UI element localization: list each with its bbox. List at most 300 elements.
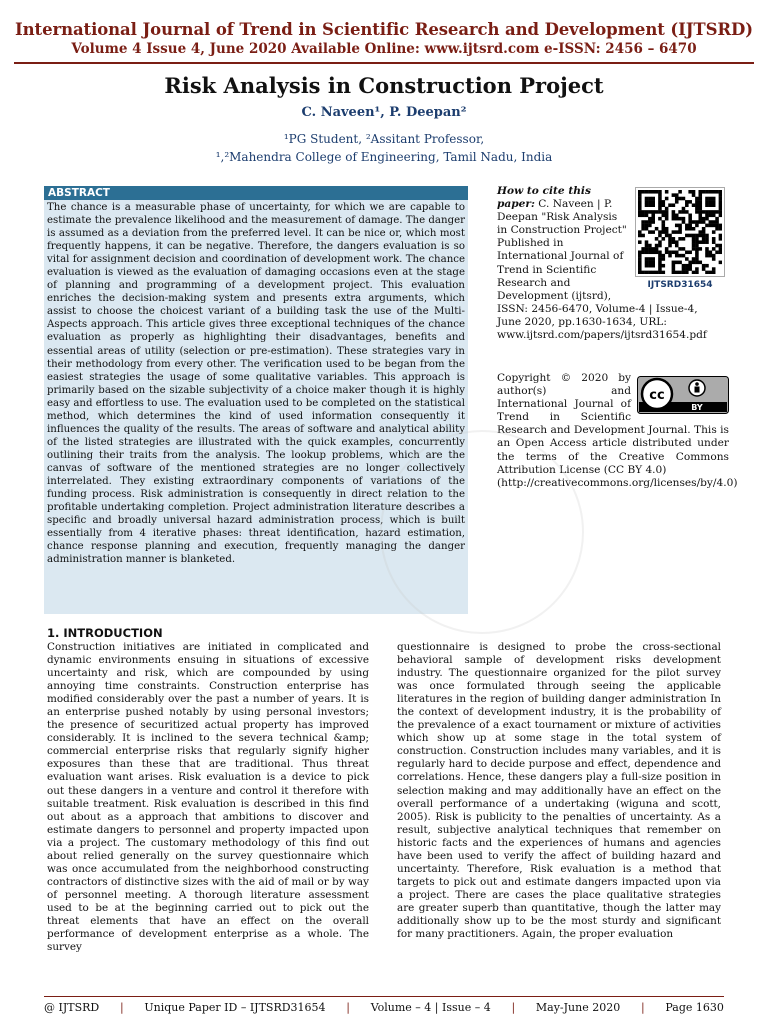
qr-module (645, 200, 649, 204)
qr-module (719, 197, 722, 201)
qr-module (698, 217, 702, 221)
qr-module (705, 250, 709, 254)
qr-module (645, 214, 649, 218)
qr-module (672, 210, 676, 214)
qr-module (698, 203, 702, 207)
qr-module (638, 240, 642, 244)
qr-module (692, 190, 696, 194)
qr-module (698, 214, 702, 218)
qr-module (668, 250, 672, 254)
qr-module (712, 240, 716, 244)
qr-module (648, 220, 652, 224)
qr-module (678, 254, 682, 258)
qr-module (675, 217, 679, 221)
qr-module (662, 257, 666, 261)
qr-module (658, 193, 662, 197)
qr-module (678, 237, 682, 241)
qr-module (658, 217, 662, 221)
qr-module (705, 264, 709, 268)
qr-module (719, 261, 722, 265)
qr-module (641, 234, 645, 238)
qr-module (692, 203, 696, 207)
qr-module (678, 190, 682, 194)
qr-module (678, 247, 682, 251)
qr-module (705, 210, 709, 214)
qr-module (675, 254, 679, 258)
qr-module (672, 240, 676, 244)
qr-module (692, 237, 696, 241)
qr-module (709, 220, 713, 224)
qr-module (698, 210, 702, 214)
qr-module (688, 214, 692, 218)
qr-module (655, 210, 659, 214)
qr-module (695, 197, 699, 201)
qr-module (638, 207, 642, 211)
qr-module (651, 257, 655, 261)
qr-module (645, 197, 649, 201)
qr-module (678, 271, 682, 274)
paper-title: Risk Analysis in Construction Project (164, 73, 604, 98)
footer-separator: | (119, 1001, 124, 1014)
qr-module (665, 207, 669, 211)
qr-module (688, 200, 692, 204)
qr-module (645, 244, 649, 248)
qr-module (709, 203, 713, 207)
qr-module (698, 240, 702, 244)
qr-module (638, 193, 642, 197)
qr-module (662, 254, 666, 258)
qr-module (715, 224, 719, 228)
qr-module (648, 200, 652, 204)
qr-module (658, 230, 662, 234)
qr-module (672, 214, 676, 218)
qr-module (719, 207, 722, 211)
qr-module (698, 230, 702, 234)
qr-module (665, 214, 669, 218)
qr-module (702, 217, 706, 221)
qr-module (705, 247, 709, 251)
qr-module (641, 227, 645, 231)
qr-module (702, 234, 706, 238)
qr-module (668, 254, 672, 258)
qr-module (698, 234, 702, 238)
qr-module (709, 197, 713, 201)
qr-module (712, 254, 716, 258)
qr-module (685, 267, 689, 271)
qr-module (682, 267, 686, 271)
qr-module (695, 267, 699, 271)
qr-module (655, 227, 659, 231)
qr-module (682, 220, 686, 224)
abstract-heading: ABSTRACT (44, 186, 468, 200)
journal-title: International Journal of Trend in Scientific Research and Development (IJTSRD) (15, 20, 753, 39)
qr-module (675, 250, 679, 254)
qr-module (698, 197, 702, 201)
qr-module (682, 247, 686, 251)
qr-module (675, 193, 679, 197)
qr-module (705, 224, 709, 228)
qr-module (648, 197, 652, 201)
qr-module (678, 210, 682, 214)
qr-module (695, 237, 699, 241)
qr-module (658, 200, 662, 204)
footer-volume-issue: Volume – 4 | Issue – 4 (370, 1001, 491, 1014)
qr-module (688, 220, 692, 224)
qr-module (695, 244, 699, 248)
qr-module (645, 227, 649, 231)
qr-module (712, 247, 716, 251)
qr-module (648, 224, 652, 228)
qr-module (695, 257, 699, 261)
affiliation-institution: ¹,²Mahendra College of Engineering, Tamil Nadu, India (215, 150, 553, 164)
qr-module (712, 214, 716, 218)
qr-module (702, 240, 706, 244)
qr-module (719, 193, 722, 197)
qr-module (715, 220, 719, 224)
qr-module (638, 200, 642, 204)
qr-module (648, 250, 652, 254)
qr-module (645, 261, 649, 265)
page-footer (44, 1001, 724, 1019)
qr-module (705, 214, 709, 218)
qr-module (645, 190, 649, 194)
qr-module (702, 220, 706, 224)
qr-module (648, 271, 652, 274)
qr-module (651, 220, 655, 224)
qr-module (641, 247, 645, 251)
qr-module (665, 190, 669, 194)
qr-module (641, 214, 645, 218)
qr-module (665, 197, 669, 201)
qr-module (672, 230, 676, 234)
qr-module (665, 210, 669, 214)
qr-module (665, 250, 669, 254)
qr-module (658, 240, 662, 244)
qr-module (645, 203, 649, 207)
copyright-notice (497, 372, 738, 490)
qr-module (698, 200, 702, 204)
qr-module (662, 271, 666, 274)
footer-journal: @ IJTSRD (44, 1001, 100, 1014)
qr-module (709, 250, 713, 254)
qr-module (712, 230, 716, 234)
license-url: (http://creativecommons.org/licenses/by/4.0) (497, 476, 738, 489)
qr-module (719, 227, 722, 231)
qr-module (675, 240, 679, 244)
qr-module (651, 250, 655, 254)
footer-separator: | (511, 1001, 516, 1014)
qr-module (655, 250, 659, 254)
qr-module (665, 247, 669, 251)
qr-module (688, 224, 692, 228)
qr-module (698, 220, 702, 224)
qr-module (709, 214, 713, 218)
qr-module (658, 197, 662, 201)
qr-module (702, 237, 706, 241)
qr-module (692, 271, 696, 274)
qr-module (662, 203, 666, 207)
qr-module (638, 271, 642, 274)
introduction-right-column: questionnaire is designed to probe the cross-sectional behavioral sample of development risks development industry. The questionnaire organized for the pilot survey was once formulated through seeing the applicable literatures in the region of building danger administration In the context of development industry, it is the probability of the prevalence of a exact tournament or mixture of activities which show up at some stage in the total system of construction. Construction includes many variables, and it is regularly hard to decide purpose and effect, dependence and correlations. Hence, these dangers play a full-size position in selection making and may additionally have an effect on the overall performance of a undertaking (wiguna and scott, 2005). Risk is publicity to the penalties of uncertainty. As a result, subjective analytical techniques that remember on historic facts and the experiences of humans and agencies have been used to verify the affect of building hazard and uncertainty. Therefore, Risk evaluation is a method that targets to pick out and estimate dangers impacted upon via a project. There are cases the place qualitative strategies are greater superb than quantitative, though the latter may additionally show up to be the most sturdy and significant for many practitioners. Again, the proper evaluation (397, 641, 721, 941)
qr-module (655, 244, 659, 248)
citation-box (497, 185, 725, 342)
qr-module (695, 210, 699, 214)
qr-module (675, 244, 679, 248)
citation-label: How to cite this paper: (497, 185, 591, 211)
qr-module (678, 217, 682, 221)
paper-authors: C. Naveen¹, P. Deepan² (301, 105, 467, 120)
qr-module (668, 244, 672, 248)
qr-module (651, 217, 655, 221)
qr-module (685, 234, 689, 238)
qr-module (675, 200, 679, 204)
qr-module (658, 254, 662, 258)
qr-module (705, 254, 709, 258)
qr-module (648, 261, 652, 265)
cc-by-label: BY (691, 403, 703, 412)
qr-module (712, 203, 716, 207)
qr-module (709, 254, 713, 258)
qr-module (651, 264, 655, 268)
qr-module (641, 250, 645, 254)
qr-module (695, 254, 699, 258)
qr-module (662, 227, 666, 231)
qr-module (668, 237, 672, 241)
qr-module (648, 190, 652, 194)
qr-module (648, 247, 652, 251)
introduction-left-column: Construction initiatives are initiated in complicated and dynamic environments ensuing in situations of excessive uncertainty and risk, which are compounded by using annoying time constraints. Construction enterprise has modified considerably over the past a number of years. It is an enterprise pushed notably by using personal investors; the presence of securitized actual property has improved considerably. It is inclined to the severa technical &amp; commercial enterprise risks that regularly signify higher exposures than these that are traditional. Thus threat evaluation want arises. Risk evaluation is a device to pick out these dangers in a venture and control it therefore with suitable treatment. Risk evaluation is described in this find out about as a approach that ambitions to discover and estimate dangers to personnel and property impacted upon via a project. The customary methodology of this find out about relied generally on the survey questionnaire which was once accumulated from the neighborhood constructing contractors of distinctive sizes with the aid of mail or by way of personnel meeting. A thorough literature assessment used to be at the beginning carried out to pick out the threat elements that have an effect on the overall performance of development enterprise as a whole. The survey (47, 641, 369, 954)
qr-module (658, 244, 662, 248)
qr-module (682, 254, 686, 258)
qr-module (638, 230, 642, 234)
qr-module (638, 197, 642, 201)
qr-module (651, 197, 655, 201)
qr-block (635, 187, 725, 291)
qr-module (712, 190, 716, 194)
qr-module (648, 264, 652, 268)
qr-module (692, 234, 696, 238)
qr-module (692, 227, 696, 231)
qr-module (638, 250, 642, 254)
qr-module (638, 254, 642, 258)
qr-module (702, 267, 706, 271)
qr-module (688, 261, 692, 265)
qr-module (675, 261, 679, 265)
qr-module (651, 247, 655, 251)
qr-module (662, 264, 666, 268)
qr-module (638, 257, 642, 261)
qr-module (651, 214, 655, 218)
qr-module (682, 197, 686, 201)
qr-module (658, 271, 662, 274)
affiliation-roles: ¹PG Student, ²Assitant Professor, (283, 132, 485, 146)
qr-module (719, 200, 722, 204)
citation-text: C. Naveen | P. Deepan "Risk Analysis in Construction Project" Published in International Journal of Trend in Scientific Research and Development (ijtsrd), ISSN: 2456-6470, Volume-4 | Issue-4, June 2020, pp.1630-1634, URL: www.ijtsrd.com/papers/ijtsrd31654.pdf (497, 198, 707, 342)
qr-module (658, 207, 662, 211)
qr-module (705, 237, 709, 241)
qr-module (675, 230, 679, 234)
footer-rule (44, 996, 724, 997)
qr-module (682, 264, 686, 268)
qr-module (651, 271, 655, 274)
header-rule (14, 62, 754, 64)
footer-date: May-June 2020 (535, 1001, 621, 1014)
qr-module (645, 271, 649, 274)
qr-module (648, 257, 652, 261)
qr-module (688, 250, 692, 254)
qr-module (658, 267, 662, 271)
qr-module (692, 257, 696, 261)
qr-module (648, 230, 652, 234)
qr-module (658, 203, 662, 207)
qr-module (645, 240, 649, 244)
qr-module (638, 214, 642, 218)
qr-paper-id: IJTSRD31654 (647, 280, 713, 290)
qr-module (695, 224, 699, 228)
qr-module (638, 264, 642, 268)
qr-module (645, 250, 649, 254)
qr-module (692, 261, 696, 265)
qr-module (688, 217, 692, 221)
qr-module (695, 234, 699, 238)
qr-module (685, 250, 689, 254)
qr-module (672, 250, 676, 254)
qr-module (658, 264, 662, 268)
qr-module (658, 190, 662, 194)
qr-module (692, 247, 696, 251)
qr-module (682, 237, 686, 241)
qr-module (695, 203, 699, 207)
qr-module (651, 210, 655, 214)
qr-module (698, 190, 702, 194)
qr-module (641, 190, 645, 194)
qr-module (688, 234, 692, 238)
qr-module (712, 237, 716, 241)
qr-module (688, 267, 692, 271)
qr-module (655, 271, 659, 274)
qr-module (709, 271, 713, 274)
qr-module (678, 227, 682, 231)
qr-module (655, 237, 659, 241)
journal-issue-line: Volume 4 Issue 4, June 2020 Available Online: www.ijtsrd.com e-ISSN: 2456 – 6470 (71, 41, 697, 57)
qr-module (709, 210, 713, 214)
qr-module (648, 217, 652, 221)
qr-module (698, 193, 702, 197)
qr-module (645, 210, 649, 214)
qr-module (712, 197, 716, 201)
qr-module (662, 237, 666, 241)
qr-module (648, 244, 652, 248)
qr-module (672, 203, 676, 207)
qr-module (719, 234, 722, 238)
qr-module (705, 240, 709, 244)
qr-module (695, 240, 699, 244)
qr-module (675, 214, 679, 218)
qr-module (678, 261, 682, 265)
qr-module (685, 264, 689, 268)
qr-module (638, 210, 642, 214)
qr-module (645, 220, 649, 224)
qr-module (688, 227, 692, 231)
qr-module (698, 207, 702, 211)
qr-module (692, 220, 696, 224)
cc-by-badge-icon (637, 376, 729, 414)
qr-module (682, 210, 686, 214)
qr-module (719, 214, 722, 218)
qr-module (651, 200, 655, 204)
qr-code-icon (635, 187, 725, 277)
qr-module (658, 261, 662, 265)
qr-module (668, 203, 672, 207)
qr-module (662, 224, 666, 228)
qr-module (651, 203, 655, 207)
qr-module (702, 190, 706, 194)
qr-module (702, 227, 706, 231)
qr-module (719, 237, 722, 241)
qr-module (645, 247, 649, 251)
section-heading-introduction: 1. INTRODUCTION (47, 626, 163, 640)
qr-module (651, 230, 655, 234)
qr-module (698, 247, 702, 251)
qr-module (712, 220, 716, 224)
qr-module (698, 261, 702, 265)
qr-module (688, 190, 692, 194)
qr-module (641, 220, 645, 224)
qr-module (709, 200, 713, 204)
qr-module (692, 240, 696, 244)
qr-module (678, 197, 682, 201)
qr-module (685, 203, 689, 207)
qr-module (702, 264, 706, 268)
qr-module (715, 210, 719, 214)
qr-module (658, 250, 662, 254)
qr-module (645, 224, 649, 228)
qr-module (705, 217, 709, 221)
qr-module (709, 190, 713, 194)
footer-page-number: Page 1630 (665, 1001, 724, 1014)
qr-module (675, 197, 679, 201)
qr-module (688, 264, 692, 268)
qr-module (668, 234, 672, 238)
qr-module (672, 237, 676, 241)
qr-module (682, 207, 686, 211)
qr-module (668, 240, 672, 244)
qr-module (712, 267, 716, 271)
svg-text:cc: cc (649, 388, 665, 403)
qr-module (655, 247, 659, 251)
qr-module (662, 214, 666, 218)
qr-module (715, 244, 719, 248)
qr-module (719, 247, 722, 251)
qr-module (665, 230, 669, 234)
qr-module (675, 271, 679, 274)
qr-module (665, 217, 669, 221)
qr-module (638, 267, 642, 271)
qr-module (712, 271, 716, 274)
qr-module (648, 210, 652, 214)
qr-module (695, 247, 699, 251)
qr-module (695, 250, 699, 254)
qr-module (672, 261, 676, 265)
qr-module (645, 264, 649, 268)
qr-module (641, 224, 645, 228)
qr-module (665, 234, 669, 238)
qr-module (692, 193, 696, 197)
qr-module (719, 210, 722, 214)
qr-module (702, 230, 706, 234)
qr-module (702, 210, 706, 214)
qr-module (685, 210, 689, 214)
